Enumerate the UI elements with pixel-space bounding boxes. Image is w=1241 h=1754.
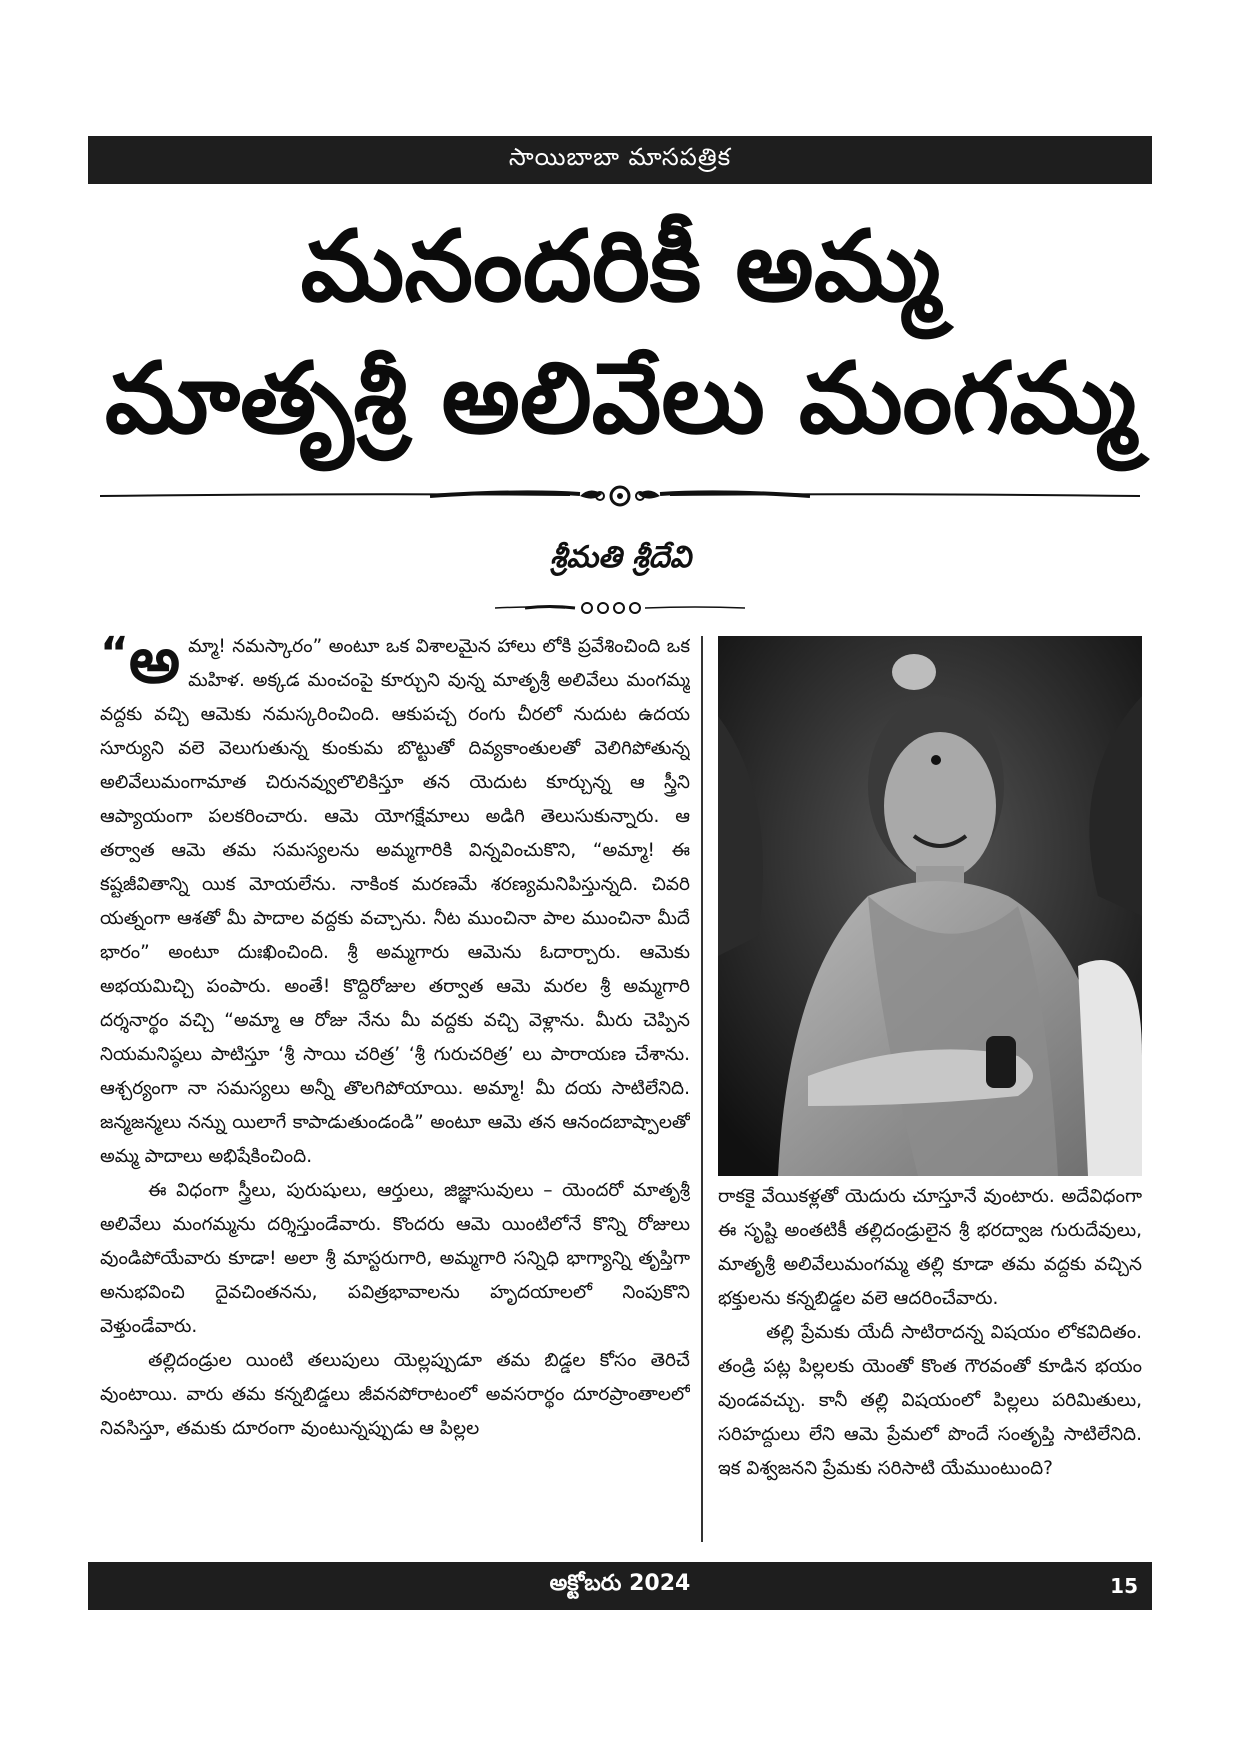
title-ornament-divider	[100, 476, 1140, 516]
opening-quote-mark: “	[100, 630, 129, 679]
article-author: శ్రీమతి శ్రీదేవి	[549, 540, 692, 575]
article-paragraph: రాకకై వేయికళ్లతో యెదురు చూస్తూనే వుంటారు. అదేవిధంగా ఈ సృష్టి అంతటికీ తల్లిదండ్రులైన శ్రీ భరద్వాజ గురుదేవులు, మాతృశ్రీ అలివేలుమంగమ్మ తల్లి కూడా తమ వద్దకు వచ్చిన భక్తులను కన్నబిడ్డల వలె ఆదరించేవారు.	[718, 1186, 1142, 1309]
page-footer-bar	[88, 1562, 1152, 1610]
issue-date: అక్టోబరు 2024	[549, 1571, 691, 1596]
article-paragraph	[100, 630, 690, 1174]
paragraph-text: మ్మా! నమస్కారం” అంటూ ఒక విశాలమైన హాలు లోకి ప్రవేశించింది ఒక మహిళ. అక్కడ మంచంపై కూర్చుని వున్న మాతృశ్రీ అలివేలు మంగమ్మ వద్దకు వచ్చి ఆమెకు నమస్కరించింది. ఆకుపచ్చ రంగు చీరలో నుదుట ఉదయ సూర్యుని వలె వెలుగుతున్న కుంకుమ బొట్టుతో దివ్యకాంతులతో వెలిగిపోతున్న అలివేలుమంగామాత చిరునవ్వులొలికిస్తూ తన యెదుట కూర్చున్న ఆ స్త్రీని ఆప్యాయంగా పలకరించారు. ఆమె యోగక్షేమాలు అడిగి తెలుసుకున్నారు. ఆ తర్వాత ఆమె తమ సమస్యలను అమ్మగారికి విన్నవించుకొని, “అమ్మా! ఈ కష్టజీవితాన్ని యిక మోయలేను. నాకింక మరణమే శరణ్యమనిపిస్తున్నది. చివరి యత్నంగా ఆశతో మీ పాదాల వద్దకు వచ్చాను. నీట ముంచినా పాల ముంచినా మీదే భారం” అంటూ దుఃఖించింది. శ్రీ అమ్మగారు ఆమెను ఓదార్చారు. ఆమెకు అభయమిచ్చి పంపారు. అంతే! కొద్దిరోజుల తర్వాత ఆమె మరల శ్రీ అమ్మగారి దర్శనార్థం వచ్చి “అమ్మా ఆ రోజు నేను మీ వద్దకు వచ్చి వెళ్లాను. మీరు చెప్పిన నియమనిష్ఠలు పాటిస్తూ ‘శ్రీ సాయి చరిత్ర’ ‘శ్రీ గురుచరిత్ర’ లు పారాయణ చేశాను. ఆశ్చర్యంగా నా సమస్యలు అన్నీ తొలగిపోయాయి. అమ్మా! మీ దయ సాటిలేనిది. జన్మజన్మలు నన్ను యిలాగే కాపాడుతుండండి” అంటూ ఆమె తన ఆనందబాష్పాలతో అమ్మ పాదాలు అభిషేకించింది.	[100, 636, 690, 1167]
article-title-line-2: మాతృశ్రీ అలివేలు మంగమ్మ	[104, 342, 1137, 456]
article-title-line-1: మనందరికీ అమ్మ	[300, 210, 941, 324]
article-paragraph: తల్లి ప్రేమకు యేదీ సాటిరాదన్న విషయం లోకవిదితం. తండ్రి పట్ల పిల్లలకు యెంతో కొంత గౌరవంతో కూడిన భయం వుండవచ్చు. కానీ తల్లి విషయంలో పిల్లలు పరిమితులు, సరిహద్దులు లేని ఆమె ప్రేమలో పొందే సంతృప్తి సాటిలేనిది. ఇక విశ్వజనని ప్రేమకు సరిసాటి యేముంటుంది?	[718, 1322, 1142, 1479]
magazine-header-bar	[88, 136, 1152, 184]
portrait-photo-of-mangamma	[718, 636, 1142, 1176]
article-column-right	[718, 1180, 1142, 1550]
author-ornament-divider	[495, 596, 745, 620]
article-paragraph: తల్లిదండ్రుల యింటి తలుపులు యెల్లప్పుడూ తమ బిడ్డల కోసం తెరిచే వుంటాయి. వారు తమ కన్నబిడ్డలు జీవనపోరాటంలో అవసరార్థం దూరప్రాంతాలలో నివసిస్తూ, తమకు దూరంగా వుంటున్నప్పుడు ఆ పిల్లల	[100, 1350, 690, 1439]
article-column-left	[100, 630, 690, 1550]
drop-cap	[100, 630, 181, 698]
portrait-photo-illustration	[718, 636, 1142, 1176]
page-number: 15	[1110, 1574, 1138, 1598]
article-paragraph: ఈ విధంగా స్త్రీలు, పురుషులు, ఆర్తులు, జిజ్ఞాసువులు – యెందరో మాతృశ్రీ అలివేలు మంగమ్మను దర్శిస్తుండేవారు. కొందరు ఆమె యింటిలోనే కొన్ని రోజులు వుండిపోయేవారు కూడా! అలా శ్రీ మాస్టరుగారి, అమ్మగారి సన్నిధి భాగ్యాన్ని తృప్తిగా అనుభవించి దైవచింతనను, పవిత్రభావాలను హృదయాలలో నింపుకొని వెళ్తుండేవారు.	[100, 1180, 690, 1337]
drop-cap-letter: అ	[128, 630, 181, 698]
column-divider-rule	[701, 636, 703, 1542]
magazine-name: సాయిబాబా మాసపత్రిక	[508, 143, 732, 171]
